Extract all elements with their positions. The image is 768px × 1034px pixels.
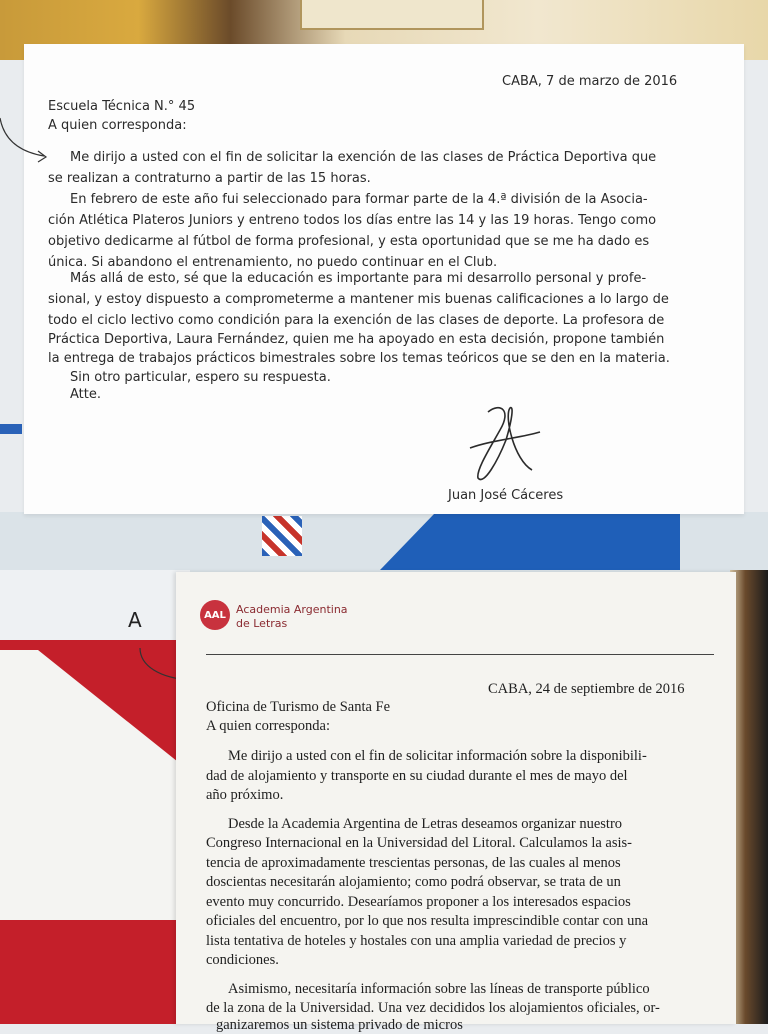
letter-2-line: Desde la Academia Argentina de Letras deseamos organizar nuestro bbox=[228, 816, 623, 832]
letter-2-line: Asimismo, necesitaría información sobre las líneas de transporte público bbox=[228, 981, 650, 997]
letter-2-line: doscientas necesitarán alojamiento; como podrá observar, se trata de un bbox=[206, 874, 621, 890]
letter-1-line: ción Atlética Plateros Juniors y entreno todos los días entre las 14 y las 19 horas. Tengo como bbox=[48, 213, 657, 228]
letter-2-date: CABA, 24 de septiembre de 2016 bbox=[488, 681, 685, 697]
letter-2-line-partial: ganizaremos un sistema privado de micros bbox=[216, 1017, 463, 1033]
letter-1-line: única. Si abandono el entrenamiento, no puedo continuar en el Club. bbox=[48, 255, 498, 270]
letter-2-line: oficiales del encuentro, por lo que nos resulta imprescindible contar con una bbox=[206, 913, 649, 929]
letter-1-line: objetivo dedicarme al fútbol de forma profesional, y esta oportunidad que se me ha dado es bbox=[48, 234, 650, 249]
letter-1-line: Práctica Deportiva, Laura Fernández, quien me ha apoyado en esta decisión, propone también bbox=[48, 332, 665, 347]
signature-name: Juan José Cáceres bbox=[448, 488, 564, 503]
letter-1-salutation: A quien corresponda: bbox=[48, 118, 187, 133]
letter-2-line: dad de alojamiento y transporte en su ciudad durante el mes de mayo del bbox=[206, 768, 628, 784]
letter-2-recipient: Oficina de Turismo de Santa Fe bbox=[206, 699, 391, 715]
letter-1-line: Más allá de esto, sé que la educación es importante para mi desarrollo personal y profe- bbox=[70, 271, 647, 286]
airmail-envelope-edge bbox=[262, 516, 302, 556]
letter-2-line: lista tentativa de hoteles y hostales con una amplia variedad de precios y bbox=[206, 933, 627, 949]
letter-1-line: se realizan a contraturno a partir de las 15 horas. bbox=[48, 171, 371, 186]
strip-card bbox=[300, 0, 484, 30]
airmail-envelope-edge-left bbox=[0, 424, 22, 434]
logo-line-2: de Letras bbox=[236, 617, 288, 630]
letter-2-line: tencia de aproximadamente trescientas personas, de las cuales al menos bbox=[206, 855, 621, 871]
annotation-label-a: A bbox=[128, 608, 142, 632]
letter-1-recipient: Escuela Técnica N.° 45 bbox=[48, 99, 196, 114]
letterhead-rule bbox=[206, 654, 714, 655]
letter-2-salutation: A quien corresponda: bbox=[206, 718, 331, 734]
letter-1-line: Me dirijo a usted con el fin de solicitar la exención de las clases de Práctica Deportiva que bbox=[70, 150, 657, 165]
letter-2-line: de la zona de la Universidad. Una vez decididos los alojamientos oficiales, or- bbox=[206, 1000, 660, 1016]
letter-1-line: En febrero de este año fui seleccionado para formar parte de la 4.ª división de la Asocia- bbox=[70, 192, 648, 207]
letter-1-line: sional, y estoy dispuesto a comprometerme a mantener mis buenas calificaciones a lo largo de bbox=[48, 292, 669, 307]
aal-logo-badge: AAL bbox=[200, 600, 230, 630]
letter-1-date: CABA, 7 de marzo de 2016 bbox=[502, 74, 678, 89]
letter-1-line: todo el ciclo lectivo como condición para la exención de las clases de deporte. La profesora de bbox=[48, 313, 665, 328]
letter-1-line: la entrega de trabajos prácticos bimestrales sobre los temas teóricos que se den en la materia. bbox=[48, 351, 670, 366]
logo-line-1: Academia Argentina bbox=[236, 603, 348, 616]
letter-2-line: evento muy concurrido. Desearíamos proponer a los interesados espacios bbox=[206, 894, 631, 910]
letter-2-line: año próximo. bbox=[206, 787, 284, 803]
letter-1-line: Sin otro particular, espero su respuesta. bbox=[70, 370, 331, 385]
letter-2-line: condiciones. bbox=[206, 952, 279, 968]
letter-2-line: Me dirijo a usted con el fin de solicitar información sobre la disponibili- bbox=[228, 748, 647, 764]
letter-2-line: Congreso Internacional en la Universidad del Litoral. Calculamos la asis- bbox=[206, 835, 633, 851]
letter-1-line: Atte. bbox=[70, 387, 101, 402]
